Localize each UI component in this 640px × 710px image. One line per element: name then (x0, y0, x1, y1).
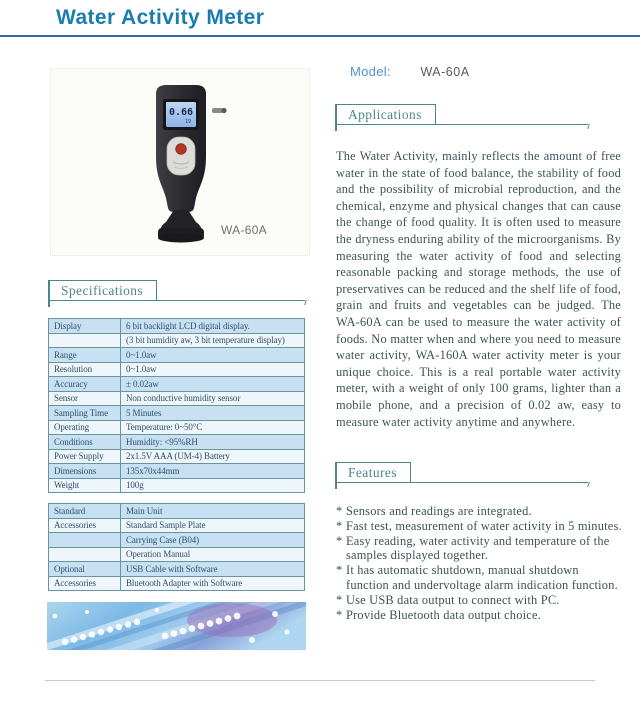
accessory-label-cell: Optional (49, 562, 121, 577)
accessory-label-cell: Standard (49, 504, 121, 519)
section-title-specifications: Specifications (48, 280, 157, 301)
spec-row (49, 478, 305, 493)
feature-item (336, 519, 622, 534)
accessory-row (49, 504, 305, 519)
spec-label-cell: Weight (49, 478, 121, 493)
spec-row (49, 377, 305, 392)
section-header-specifications (48, 280, 305, 301)
lcd-reading: 0.66 (168, 107, 194, 118)
feature-text: Easy reading, water activity and temperature of the samples displayed together. (346, 533, 610, 563)
model-row (350, 64, 470, 79)
front-panel (167, 137, 195, 175)
spec-value-cell: Humidity: <95%RH (121, 435, 305, 450)
spec-row (49, 348, 305, 363)
spec-row (49, 464, 305, 479)
section-header-features (335, 462, 588, 483)
accessory-label-cell: Accessories (49, 518, 121, 533)
section-underline (48, 300, 305, 301)
spec-label-cell: Resolution (49, 362, 121, 377)
section-title-features: Features (335, 462, 411, 483)
photo-caption: WA-60A (220, 223, 267, 237)
spec-label-cell: Sampling Time (49, 406, 121, 421)
device-base-foot (158, 234, 204, 243)
spec-value-cell: 0~1.0aw (121, 362, 305, 377)
spec-value-cell: 2x1.5V AAA (UM-4) Battery (121, 449, 305, 464)
model-label: Model: (350, 64, 391, 79)
feature-text: It has automatic shutdown, manual shutdown function and undervoltage alarm indication function. (346, 563, 618, 592)
spec-row (49, 333, 305, 348)
spec-label-cell: Power Supply (49, 449, 121, 464)
accessory-value-cell: Carrying Case (B04) (121, 533, 305, 548)
sensor-probe (212, 108, 227, 113)
spec-label-cell (49, 333, 121, 348)
spec-row (49, 435, 305, 450)
spec-value-cell: 5 Minutes (121, 406, 305, 421)
spec-row (49, 449, 305, 464)
accessory-value-cell: Operation Manual (121, 547, 305, 562)
accessories-table (48, 503, 305, 591)
accessory-label-cell: Accessories (49, 576, 121, 591)
section-underline (335, 124, 588, 125)
section-underline (335, 482, 588, 483)
spec-row (49, 391, 305, 406)
feature-item (336, 608, 622, 623)
spec-value-cell: 100g (121, 478, 305, 493)
spec-label-cell: Dimensions (49, 464, 121, 479)
applications-text: The Water Activity, mainly reflects the amount of free water in the state of food balance, the stability of food and the possibility of microbial reproduction, and the chemical, enzyme and physical changes that can cause the change of food quality. It is often used to measure the dryness enduring ability of the microorganisms. By measuring the water activity of food and selecting reasonable packing and storage methods, the use of preservatives can be reduced and the shelf life of food, grain and fruits and vegetables can be judged. The WA-60A can be used to measure the water activity of foods. No matter when and where you need to measure water activity, WA-160A water activity meter is your unique choice. This is a real portable water activity meter, with a weight of only 100 grams, lighter than a mobile phone, and a precision of 0.02 aw, easy to measure water activity anytime and anywhere. (336, 149, 621, 429)
power-button (176, 144, 186, 154)
accessory-row (49, 576, 305, 591)
feature-bullet: * (336, 563, 343, 578)
feature-bullet: * (336, 592, 343, 607)
title-divider (0, 35, 640, 37)
spec-value-cell: Non conductive humidity sensor (121, 391, 305, 406)
accessory-label-cell (49, 547, 121, 562)
footer-divider (45, 680, 595, 681)
spec-value-cell: 135x70x44mm (121, 464, 305, 479)
spec-label-cell: Range (49, 348, 121, 363)
device-illustration (122, 82, 240, 244)
spec-row (49, 362, 305, 377)
accessory-value-cell: USB Cable with Software (121, 562, 305, 577)
feature-text: Sensors and readings are integrated. (346, 504, 532, 518)
circuit-board-decoration (47, 602, 306, 650)
spec-row (49, 319, 305, 334)
spec-value-cell: 0~1.0aw (121, 348, 305, 363)
section-header-applications (335, 104, 588, 125)
feature-text: Use USB data output to connect with PC. (346, 592, 560, 607)
model-value: WA-60A (420, 65, 470, 79)
accessory-value-cell: Bluetooth Adapter with Software (121, 576, 305, 591)
spec-value-cell: 6 bit backlight LCD digital display. (121, 319, 305, 334)
accessory-row (49, 518, 305, 533)
accessory-row (49, 533, 305, 548)
spec-label-cell: Accuracy (49, 377, 121, 392)
feature-text: Provide Bluetooth data output choice. (346, 607, 541, 622)
accessory-row (49, 562, 305, 577)
spec-row (49, 406, 305, 421)
feature-item (336, 534, 622, 564)
specifications-table (48, 318, 305, 493)
feature-item (336, 593, 622, 608)
feature-item (336, 563, 622, 593)
lcd-sub-reading: 19 (184, 119, 191, 125)
spec-value-cell: (3 bit humidity aw, 3 bit temperature display) (121, 333, 305, 348)
feature-bullet: * (336, 504, 343, 518)
product-photo (50, 68, 310, 256)
feature-bullet: * (336, 533, 343, 548)
accessory-row (49, 547, 305, 562)
features-list (336, 504, 622, 622)
section-title-applications: Applications (335, 104, 436, 125)
feature-bullet: * (336, 607, 343, 622)
accessory-label-cell (49, 533, 121, 548)
spec-value-cell: Temperature: 0~50°C (121, 420, 305, 435)
accessory-value-cell: Main Unit (121, 504, 305, 519)
spec-label-cell: Conditions (49, 435, 121, 450)
feature-item (336, 504, 622, 519)
accessory-value-cell: Standard Sample Plate (121, 518, 305, 533)
spec-row (49, 420, 305, 435)
page-title: Water Activity Meter (56, 6, 265, 29)
feature-text: Fast test, measurement of water activity in 5 minutes. (346, 518, 622, 533)
spec-label-cell: Sensor (49, 391, 121, 406)
feature-bullet: * (336, 518, 343, 533)
spec-label-cell: Display (49, 319, 121, 334)
spec-value-cell: ± 0.02aw (121, 377, 305, 392)
spec-label-cell: Operating (49, 420, 121, 435)
